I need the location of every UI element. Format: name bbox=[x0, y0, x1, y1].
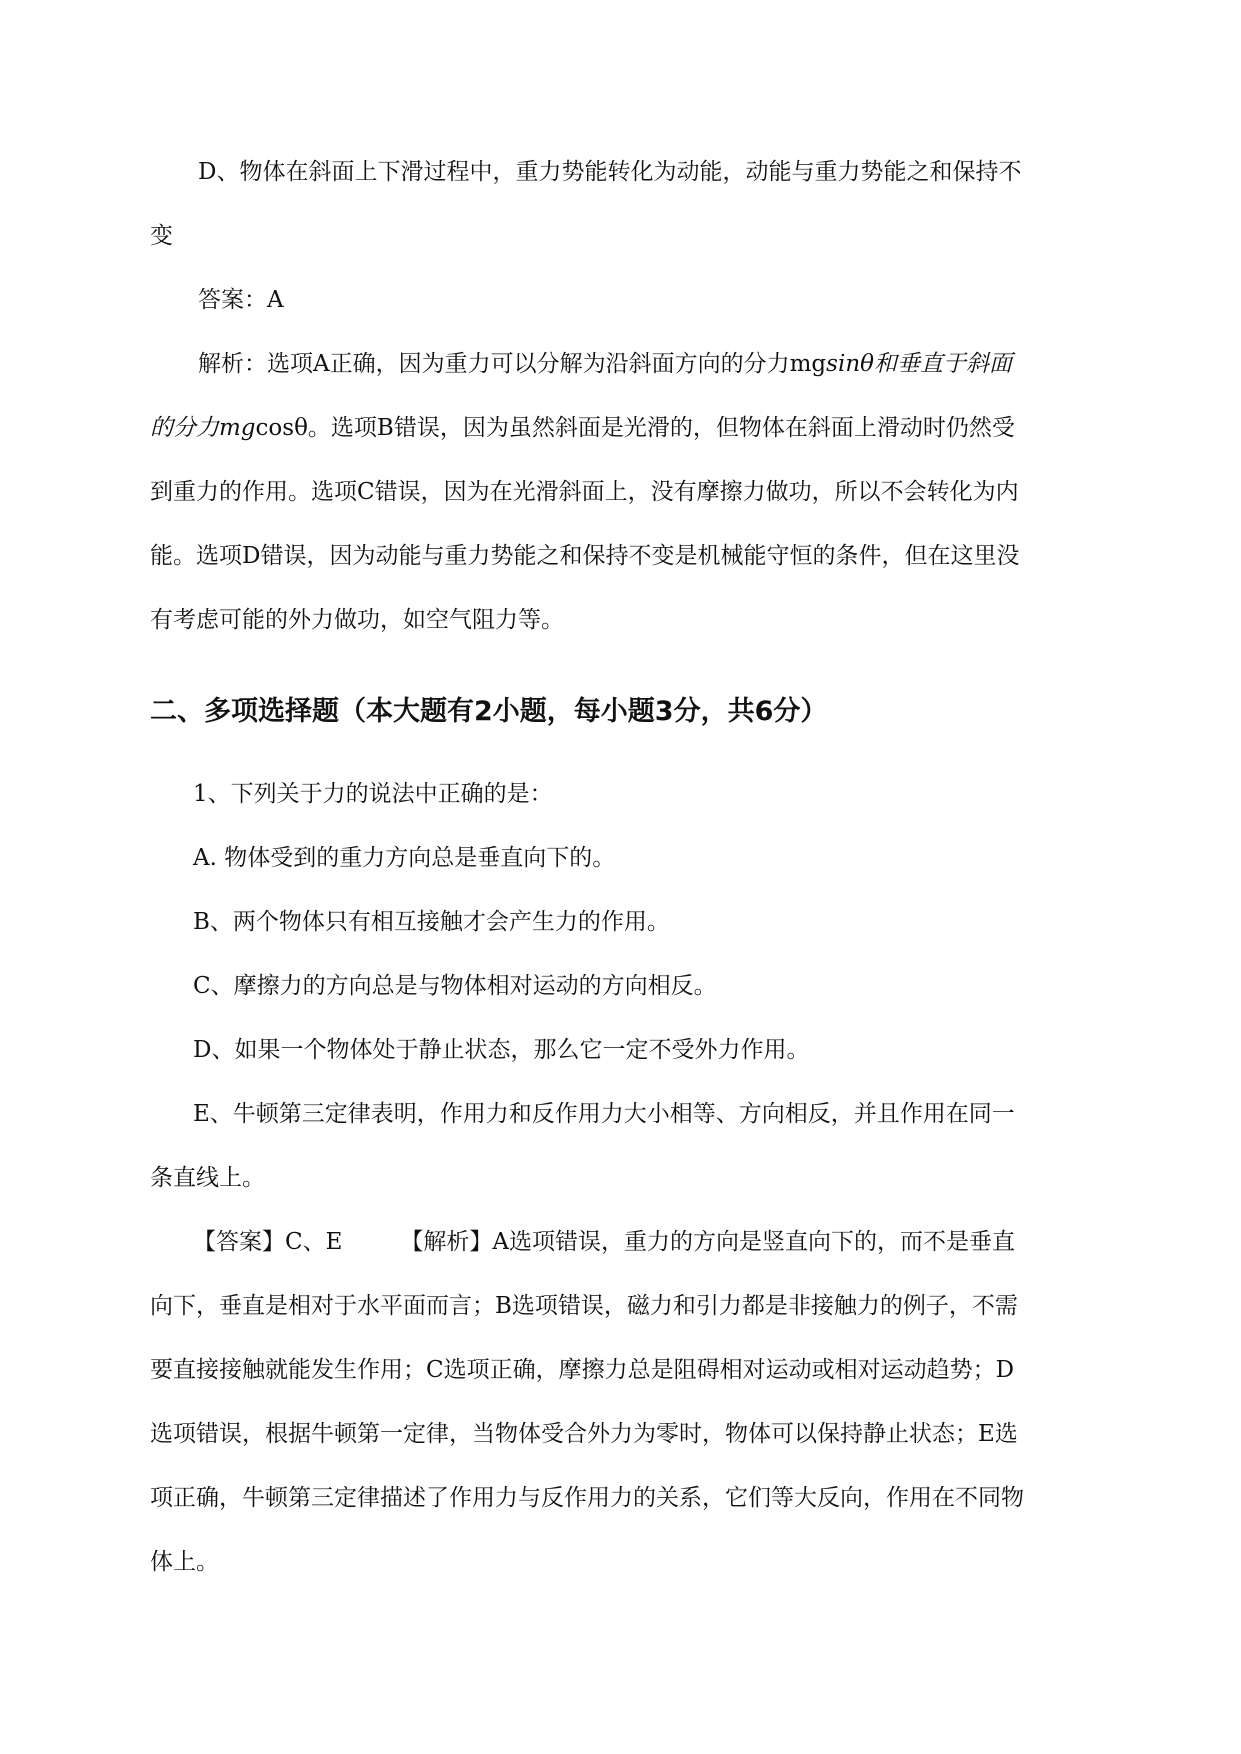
analysis-line2 bbox=[150, 396, 1095, 460]
option-d-line1: D、物体在斜面上下滑过程中，重力势能转化为动能，动能与重力势能之和保持不 bbox=[198, 159, 1022, 185]
question-1-analysis-line2: 向下，垂直是相对于水平面而言；B选项错误，磁力和引力都是非接触力的例子，不需 bbox=[150, 1293, 1018, 1319]
analysis-line2-formula: 的分力mg bbox=[150, 415, 256, 441]
question-1-option-e-line2: 条直线上。 bbox=[150, 1165, 265, 1191]
question-1-option-e-line1: E、牛顿第三定律表明，作用力和反作用力大小相等、方向相反，并且作用在同一 bbox=[193, 1101, 1015, 1127]
question-1-analysis-line3: 要直接接触就能发生作用；C选项正确，摩擦力总是阻碍相对运动或相对运动趋势；D bbox=[150, 1357, 1015, 1383]
analysis-line1 bbox=[150, 332, 1095, 396]
analysis-line2-text: cosθ。选项B错误，因为虽然斜面是光滑的，但物体在斜面上滑动时仍然受 bbox=[255, 415, 1015, 441]
question-1-option-b: B、两个物体只有相互接触才会产生力的作用。 bbox=[193, 909, 670, 935]
page-content bbox=[150, 140, 1095, 1594]
analysis-line1-text: 解析：选项A正确，因为重力可以分解为沿斜面方向的分力mg bbox=[198, 351, 827, 377]
analysis-line3: 到重力的作用。选项C错误，因为在光滑斜面上，没有摩擦力做功，所以不会转化为内 bbox=[150, 479, 1019, 505]
question-1-option-a: A. 物体受到的重力方向总是垂直向下的。 bbox=[193, 845, 616, 871]
analysis-line4: 能。选项D错误，因为动能与重力势能之和保持不变是机械能守恒的条件，但在这里没 bbox=[150, 543, 1020, 569]
answer-line: 答案：A bbox=[198, 287, 284, 313]
question-1-option-c: C、摩擦力的方向总是与物体相对运动的方向相反。 bbox=[193, 973, 717, 999]
question-1-analysis-line4: 选项错误，根据牛顿第一定律，当物体受合外力为零时，物体可以保持静止状态；E选 bbox=[150, 1421, 1018, 1447]
question-1-option-d: D、如果一个物体处于静止状态，那么它一定不受外力作用。 bbox=[193, 1037, 810, 1063]
previous-question-continuation bbox=[150, 140, 1095, 652]
question-1-answer-analysis-line1 bbox=[150, 1210, 1095, 1274]
analysis-line1-formula: sinθ和垂直于斜面 bbox=[826, 351, 1012, 377]
question-1-analysis-line6: 体上。 bbox=[150, 1549, 219, 1575]
question-1-analysis-line5: 项正确，牛顿第三定律描述了作用力与反作用力的关系，它们等大反向，作用在不同物 bbox=[150, 1485, 1024, 1511]
question-1-answer: 【答案】C、E bbox=[193, 1229, 343, 1255]
question-1-analysis-start: 【解析】A选项错误，重力的方向是竖直向下的，而不是垂直 bbox=[400, 1229, 1016, 1255]
question-1-stem: 1、下列关于力的说法中正确的是： bbox=[193, 781, 553, 807]
analysis-line5: 有考虑可能的外力做功，如空气阻力等。 bbox=[150, 607, 564, 633]
section-two-heading: 二、多项选择题（本大题有2小题，每小题3分，共6分） bbox=[150, 696, 828, 727]
option-d-line2: 变 bbox=[150, 223, 173, 249]
question-1 bbox=[150, 762, 1095, 1594]
